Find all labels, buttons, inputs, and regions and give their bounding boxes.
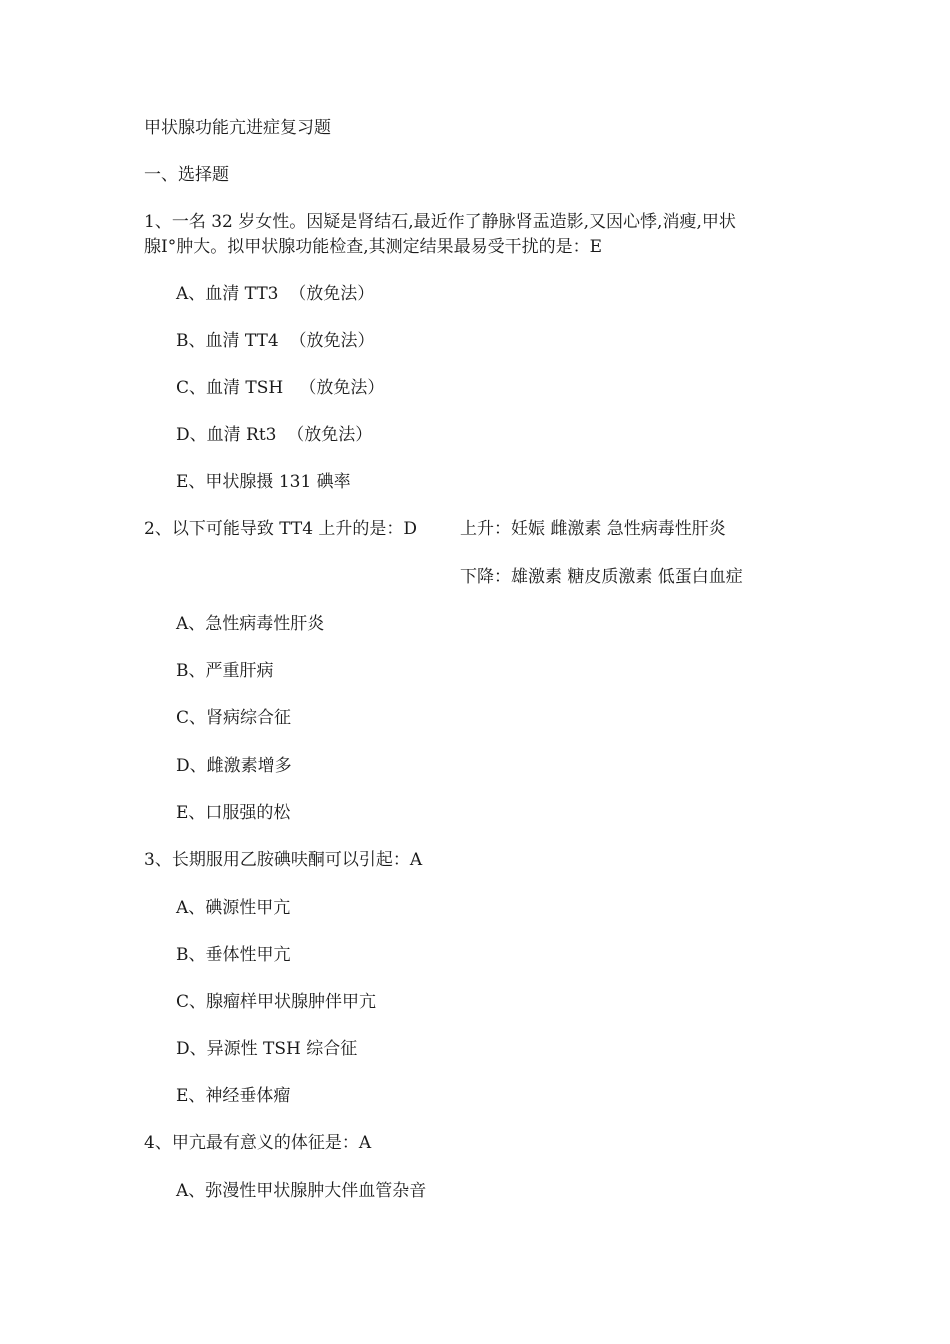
- question-1-option-a: A、血清 TT3 （放免法）: [176, 284, 375, 304]
- section-heading: 一、选择题: [144, 165, 229, 185]
- question-2-option-c: C、肾病综合征: [176, 708, 292, 728]
- question-1-stem-line-2: 腺Ⅰ°肿大。拟甲状腺功能检查,其测定结果最易受干扰的是：E: [144, 237, 603, 257]
- question-2-option-e: E、口服强的松: [176, 803, 291, 823]
- question-2-note-decrease: 下降：雄激素 糖皮质激素 低蛋白血症: [460, 567, 743, 587]
- question-2-option-d: D、雌激素增多: [176, 756, 292, 776]
- question-3-option-a: A、碘源性甲亢: [176, 898, 291, 918]
- question-2-stem: 2、以下可能导致 TT4 上升的是：D: [144, 519, 418, 539]
- question-1-stem-line-1: 1、一名 32 岁女性。因疑是肾结石,最近作了静脉肾盂造影,又因心悸,消瘦,甲状: [144, 212, 736, 232]
- document-title: 甲状腺功能亢进症复习题: [144, 118, 331, 138]
- question-2-option-a: A、急性病毒性肝炎: [176, 614, 325, 634]
- question-3-stem: 3、长期服用乙胺碘呋酮可以引起：A: [144, 850, 423, 870]
- question-3-option-c: C、腺瘤样甲状腺肿伴甲亢: [176, 992, 377, 1012]
- question-4-option-a: A、弥漫性甲状腺肿大伴血管杂音: [176, 1181, 427, 1201]
- question-3-option-e: E、神经垂体瘤: [176, 1086, 291, 1106]
- question-2-option-b: B、严重肝病: [176, 661, 274, 681]
- question-3-option-b: B、垂体性甲亢: [176, 945, 291, 965]
- question-1-option-e: E、甲状腺摄 131 碘率: [176, 472, 351, 492]
- question-2-note-increase: 上升：妊娠 雌激素 急性病毒性肝炎: [460, 519, 726, 539]
- question-1-option-d: D、血清 Rt3 （放免法）: [176, 425, 373, 445]
- question-1-option-c: C、血清 TSH （放免法）: [176, 378, 385, 398]
- question-1-option-b: B、血清 TT4 （放免法）: [176, 331, 375, 351]
- question-4-stem: 4、甲亢最有意义的体征是：A: [144, 1133, 372, 1153]
- question-3-option-d: D、异源性 TSH 综合征: [176, 1039, 358, 1059]
